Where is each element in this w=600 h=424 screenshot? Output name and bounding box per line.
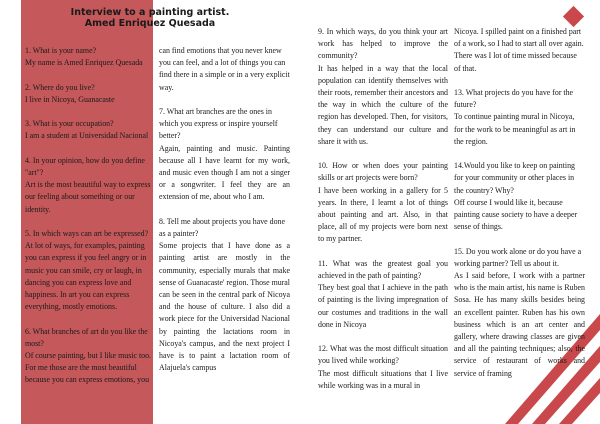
question: 15. Do you work alone or do you have a working partner? Tell us about it. <box>454 246 582 268</box>
answer: My name is Amed Enriquez Quesada <box>25 58 143 68</box>
qa-item <box>25 82 153 106</box>
answer: I am a student at Universidad Nacional <box>25 131 149 141</box>
question: 13. What projects do you have for the future? <box>454 88 574 110</box>
answer: At lot of ways, for examples, painting you can express if you feel angry or in music you can smile, cry or laugh, in dancing you can express love and happiness. In art you can express everything, mostly emotions. <box>25 241 147 312</box>
answer: Some projects that I have done as a painting artist are mostly in the community, especially murals that make sense of Guanacaste' region. Those mural can be seen in the central park of Nicoya and the house of culture. I also did a work piece for the Universidad Nacional by painting the lactations room in Nicoya's campus, and the next project I have is to paint a lactation room of Alajuela's campus <box>159 241 290 373</box>
qa-item <box>159 45 290 94</box>
qa-item <box>454 26 585 75</box>
qa-item <box>25 155 153 216</box>
qa-item <box>318 258 448 331</box>
qa-item <box>318 26 448 148</box>
answer: Art is the most beautiful way to express our feeling about something or our identity. <box>25 180 151 214</box>
answer: Off course I would like it, because painting cause society to have a deeper sense of things. <box>454 197 578 232</box>
answer: Again, painting and music. Painting because all I have learnt for my work, and music even though I am not a singer or a songwriter. I feel they are an extension of me, about who I am. <box>159 143 290 202</box>
answer: I have been working in a gallery for 5 years. In there, I learnt a lot of things about painting and art. Also, in that place, all of my projects were born next to my partner. <box>318 185 448 244</box>
answer: To continue painting mural in Nicoya, for the work to be meaningful as art in the region. <box>454 112 576 146</box>
question: 7. What art branches are the ones in which you express or inspire yourself better? <box>159 107 278 141</box>
answer: As I said before, I work with a partner who is the main artist, his name is Ruben Sosa. He has many skills besides being an excellent painter. Ruben has his own business which is an art center and gallery, where drawing classes are given and all the painting techniques; also, the service of restaurant of works and service of framing <box>454 271 585 378</box>
qa-item <box>25 45 153 69</box>
answer-continued: Nicoya. I spilled paint on a finished part of a work, so I had to start all over again. There was I lot of time missed because of that. <box>454 27 584 73</box>
question: 8. Tell me about projects you have done as a painter? <box>159 216 285 239</box>
question: 3. What is your occupation? <box>25 119 114 129</box>
title-line-1: Interview to a painting artist. <box>70 7 230 18</box>
column-2 <box>159 45 290 374</box>
answer: They best goal that I achieve in the path of painting is the living impregnation of our costumes and traditions in the wall done in Nicoya <box>318 283 448 329</box>
qa-item <box>454 160 585 233</box>
question: 5. In which ways can art be expressed? <box>25 228 149 238</box>
qa-item <box>159 216 290 375</box>
qa-item <box>454 246 585 380</box>
qa-item <box>25 228 153 313</box>
question: 1. What is your name? <box>25 46 97 55</box>
interview-title <box>0 7 300 29</box>
column-3 <box>318 26 448 392</box>
answer: I live in Nicoya, Guanacaste <box>25 94 115 104</box>
question: 12. What was the most difficult situation you lived while working? <box>318 344 448 366</box>
question: 14.Would you like to keep on painting for your community or other places in the country? Why? <box>454 161 575 195</box>
title-line-2: Amed Enriquez Quesada <box>84 18 216 29</box>
column-1 <box>25 45 153 387</box>
question: 2. Where do you live? <box>25 82 95 92</box>
qa-item <box>159 106 290 204</box>
answer-continued: can find emotions that you never knew you can feel, and a lot of things you can find there in a simple or in a very explicit way. <box>159 46 290 92</box>
question: 10. How or when does your painting skills or art projects were born? <box>318 161 448 183</box>
question: 9. In which ways, do you think your art work has helped to improve the community? <box>318 27 448 61</box>
qa-item <box>25 326 153 387</box>
corner-diamond <box>563 6 584 27</box>
column-4 <box>454 26 585 380</box>
answer: The most difficult situations that I live while working was in a mural in <box>318 368 448 390</box>
answer: Of course painting, but I like music too. For me those are the most beautiful because you can express emotions, you <box>25 351 152 385</box>
question: 4. In your opinion, how do you define "art"? <box>25 155 145 177</box>
qa-item <box>454 87 585 148</box>
answer: It has helped in a way that the local population can identify themselves with their roots, remember their ancestors and the way in which the culture of the region has developed. Then, for visitors, they can understand our culture and share it with us. <box>318 63 448 146</box>
question: 6. What branches of art do you like the most? <box>25 326 148 348</box>
qa-item <box>318 160 448 245</box>
question: 11. What was the greatest goal you achieved in the path of painting? <box>318 258 448 281</box>
qa-item <box>318 343 448 392</box>
qa-item <box>25 118 153 142</box>
